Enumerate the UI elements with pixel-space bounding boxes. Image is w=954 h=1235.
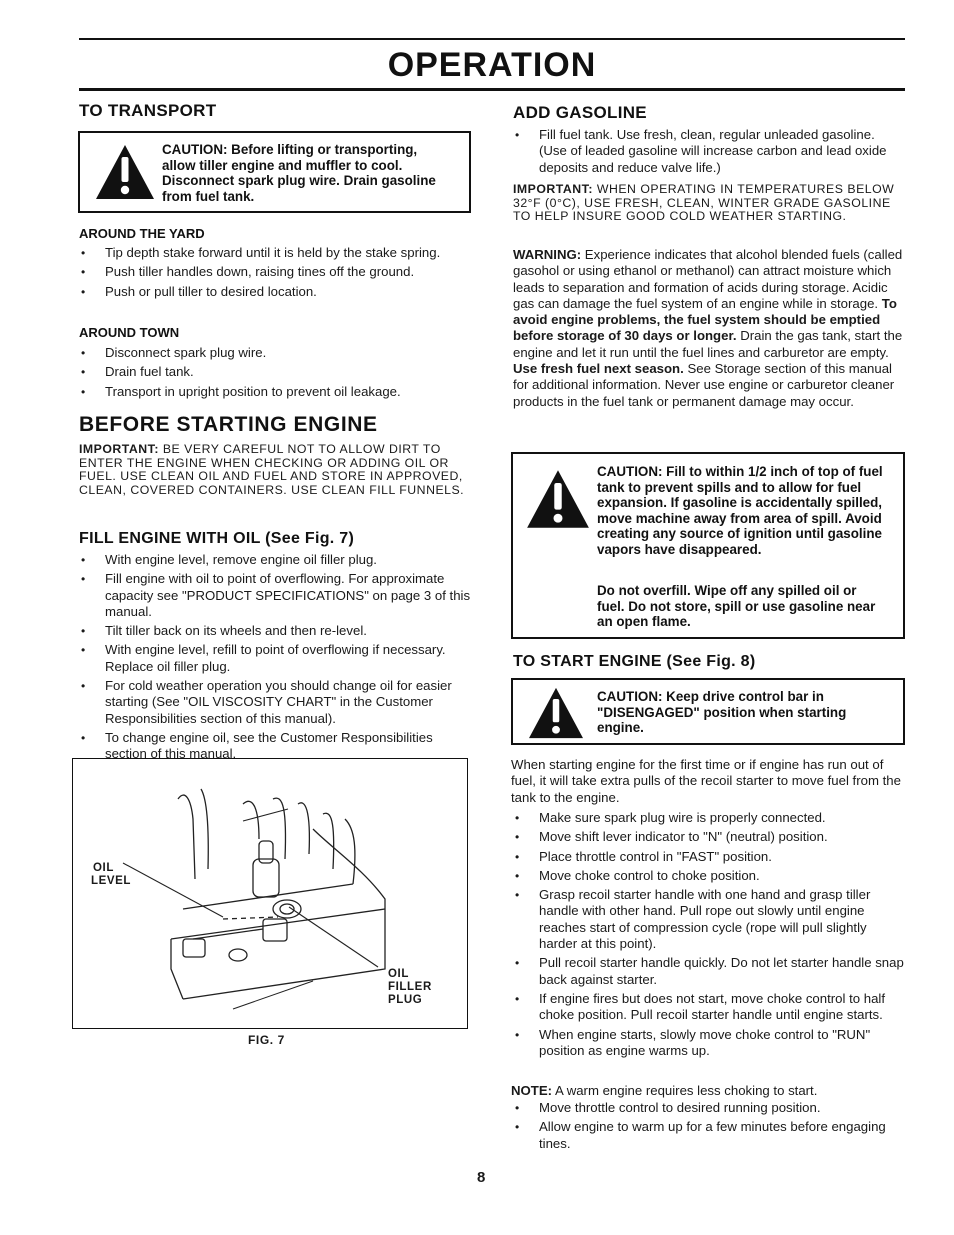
warning-triangle-icon (94, 143, 156, 201)
before-starting-important (79, 443, 471, 497)
start-engine-list-after (513, 1100, 906, 1155)
list-item: • Tilt tiller back on its wheels and then re-level. (79, 623, 471, 639)
start-engine-note (511, 1083, 906, 1099)
list-item: • Tip depth stake forward until it is held by the stake spring. (79, 245, 471, 261)
list-item: • Disconnect spark plug wire. (79, 345, 471, 361)
to-transport-heading: TO TRANSPORT (79, 101, 217, 120)
warning-text-1: Experience indicates that alcohol blended fuels (called gasohol or using ethanol or methanol) can attract moisture which leads to separation and formation of acids during storage. Acidic gas can damage the fuel system of an engine while in storage. (513, 247, 903, 311)
list-item: • Transport in upright position to prevent oil leakage. (79, 384, 471, 400)
oil-filler-label-line2: FILLER (388, 981, 432, 993)
start-engine-caution-text: CAUTION: Keep drive control bar in "DISENGAGED" position when starting engine. (597, 689, 847, 736)
around-town-list (79, 345, 471, 403)
list-item: • Move shift lever indicator to "N" (neutral) position. (513, 829, 906, 845)
before-starting-heading: BEFORE STARTING ENGINE (79, 413, 378, 436)
list-item: • Push or pull tiller to desired location. (79, 284, 471, 300)
start-engine-list (513, 810, 906, 1062)
warning-bold-1: To avoid engine problems, the fuel system should be emptied before storage of 30 days or longer. (513, 295, 897, 344)
around-town-heading: AROUND TOWN (79, 325, 180, 340)
oil-level-label-line2: LEVEL (91, 875, 132, 887)
start-engine-caution-box (511, 678, 905, 745)
fill-oil-list (79, 552, 471, 766)
warning-text-2: Drain the gas tank, start the engine and let it run until the fuel lines and carburetor are empty. (513, 328, 903, 360)
list-item: • Place throttle control in "FAST" position. (513, 849, 906, 865)
gasoline-caution-text-2: Do not overfill. Wipe off any spilled oil or fuel. Do not store, spill or use gasoline near an open flame. (597, 583, 876, 630)
list-item: • Grasp recoil starter handle with one hand and grasp tiller handle with other hand. Pull rope out slowly until engine reaches start of compression cycle (rope will pull slightly harder at this point). (513, 887, 906, 952)
gasoline-caution-text: CAUTION: Fill to within 1/2 inch of top of fuel tank to prevent spills and to allow for fuel expansion. If gasoline is accidentally spilled, move machine away from area of spill. Avoid creating any source of ignition until gasoline vapors have disappeared. (597, 464, 883, 557)
list-item: • With engine level, remove engine oil filler plug. (79, 552, 471, 568)
gasoline-warning (513, 247, 906, 410)
list-item: • Move choke control to choke position. (513, 868, 906, 884)
list-item: • To change engine oil, see the Customer Responsibilities section of this manual. (79, 730, 471, 763)
important-text: WHEN OPERATING IN TEMPERATURES BELOW 32°F (0°C), USE FRESH, CLEAN, WINTER GRADE GASOLINE TO HELP INSURE GOOD COLD WEATHER STARTING. (513, 182, 895, 223)
note-label: NOTE: (511, 1083, 553, 1098)
list-item: • Push tiller handles down, raising tines off the ground. (79, 264, 471, 280)
list-item: • Fill engine with oil to point of overflowing. For approximate capacity see "PRODUCT SPECIFICATIONS" on page 3 of this manual. (79, 571, 471, 620)
page-number: 8 (477, 1169, 486, 1186)
figure-7-frame (72, 758, 468, 1029)
list-item: • When engine starts, slowly move choke control to "RUN" position as engine warms up. (513, 1027, 906, 1060)
warning-triangle-icon (527, 686, 585, 740)
list-item: • Move throttle control to desired running position. (513, 1100, 906, 1116)
list-item: • Pull recoil starter handle quickly. Do not let starter handle snap back against starter. (513, 955, 906, 988)
add-gasoline-list (513, 127, 906, 179)
important-text: BE VERY CAREFUL NOT TO ALLOW DIRT TO ENTER THE ENGINE WHEN CHECKING OR ADDING OIL OR FUEL. USE CLEAN OIL AND FUEL AND STORE IN APPROVED, CLEAN, COVERED CONTAINERS. USE CLEAN FILL FUNNELS. (79, 442, 465, 497)
figure-7-caption: FIG. 7 (248, 1033, 285, 1047)
page-title: OPERATION (387, 46, 597, 84)
transport-caution-text: CAUTION: Before lifting or transporting, allow tiller engine and muffler to cool. Disconnect spark plug wire. Drain gasoline from fuel tank. (162, 142, 436, 204)
warning-triangle-icon (525, 468, 591, 530)
gasoline-important (513, 183, 906, 224)
warning-label: WARNING: (513, 247, 582, 262)
add-gasoline-heading: ADD GASOLINE (513, 103, 647, 122)
oil-filler-label-line1: OIL (388, 968, 409, 980)
header-top-rule (79, 38, 905, 40)
list-item: • Allow engine to warm up for a few minutes before engaging tines. (513, 1119, 906, 1152)
start-engine-heading: TO START ENGINE (See Fig. 8) (513, 653, 756, 670)
oil-level-label-line1: OIL (93, 862, 114, 874)
list-item: • Drain fuel tank. (79, 364, 471, 380)
list-item: • For cold weather operation you should change oil for easier starting (See "OIL VISCOSITY CHART" in the Customer Responsibilities section of this manual). (79, 678, 471, 727)
header-bottom-rule (79, 88, 905, 91)
important-label: IMPORTANT: (513, 182, 593, 196)
transport-caution-box (78, 131, 471, 213)
around-yard-heading: AROUND THE YARD (79, 226, 205, 241)
oil-filler-label-line3: PLUG (388, 994, 423, 1006)
start-engine-intro: When starting engine for the first time or if engine has run out of fuel, it will take extra pulls of the recoil starter to move fuel from the tank to the engine. (511, 757, 901, 805)
list-item: • Fill fuel tank. Use fresh, clean, regular unleaded gasoline. (Use of leaded gasoline will increase carbon and lead oxide deposits and reduce valve life.) (513, 127, 906, 176)
important-label: IMPORTANT: (79, 442, 159, 456)
list-item: • With engine level, refill to point of overflowing if necessary. Replace oil filler plug. (79, 642, 471, 675)
list-item: • Make sure spark plug wire is properly connected. (513, 810, 906, 826)
warning-bold-2: Use fresh fuel next season. (513, 361, 684, 377)
list-item: • If engine fires but does not start, move choke control to half choke position. Pull recoil starter handle until engine starts. (513, 991, 906, 1024)
warning-text-3: See Storage section of this manual for additional information. Never use engine or carburetor cleaner products in the fuel tank or permanent damage may occur. (513, 361, 895, 409)
around-yard-list (79, 245, 471, 303)
gasoline-caution-box (511, 452, 905, 639)
fill-oil-heading: FILL ENGINE WITH OIL (See Fig. 7) (79, 530, 355, 547)
note-text: A warm engine requires less choking to start. (552, 1083, 818, 1098)
